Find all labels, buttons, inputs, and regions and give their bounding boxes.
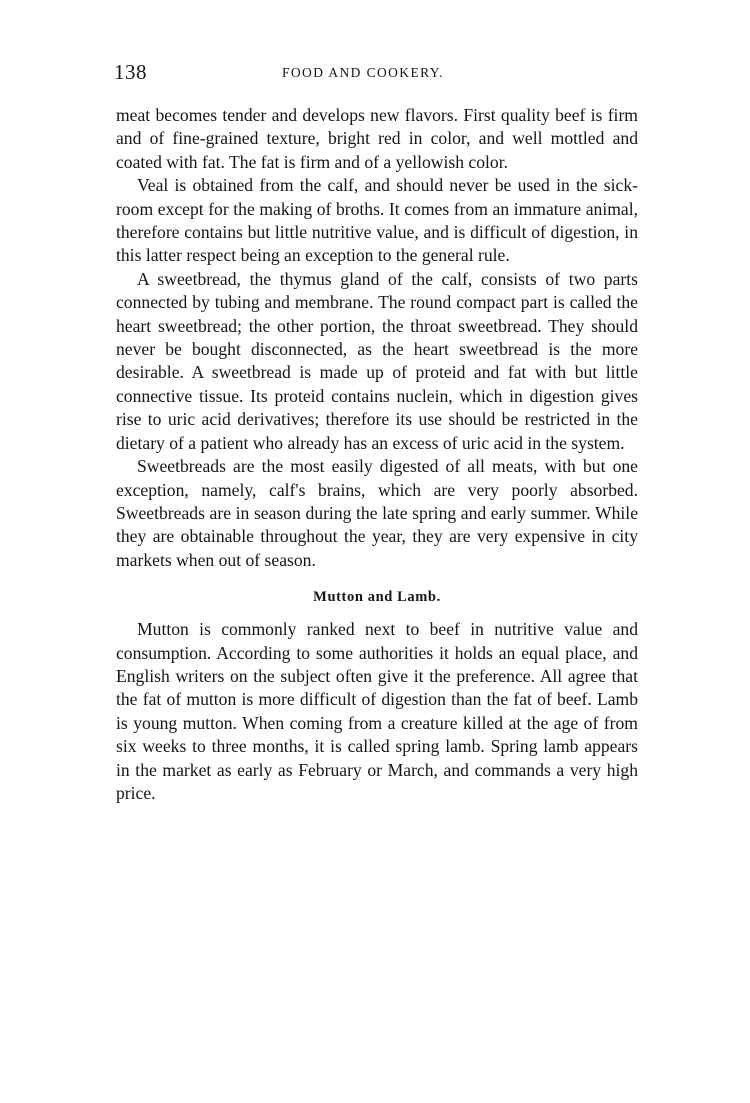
body-text xyxy=(116,104,638,805)
section-heading: Mutton and Lamb. xyxy=(313,589,441,606)
paragraph-veal: Veal is obtained from the calf, and should never be used in the sick-room except for the making of broths. It comes from an immature animal, therefore contains but little nutritive value, and is difficult of digestion, in this latter respect being an exception to the general rule. xyxy=(116,175,638,266)
running-head: FOOD AND COOKERY. xyxy=(282,65,444,80)
paragraph-sweetbread: A sweetbread, the thymus gland of the calf, consists of two parts connected by tubing and membrane. The round compact part is called the heart sweetbread; the other portion, the throat sweetbread. They should never be bought disconnected, as the heart sweetbread is the more desirable. A sweetbread is made up of proteid and fat with but little connective tissue. Its proteid contains nuclein, which in digestion gives rise to uric acid derivatives; therefore its use should be restricted in the dietary of a patient who already has an excess of uric acid in the system. xyxy=(116,268,638,453)
page-header xyxy=(114,60,638,86)
page-number: 138 xyxy=(114,60,147,84)
paragraph-continued: meat becomes tender and develops new flavors. First quality beef is firm and of fine-grained texture, bright red in color, and well mottled and coated with fat. The fat is firm and of a yellowish color. xyxy=(116,105,638,172)
paragraph-mutton: Mutton is commonly ranked next to beef in nutritive value and consumption. According to some authorities it holds an equal place, and English writers on the subject often give it the preference. All agree that the fat of mutton is more difficult of digestion than the fat of beef. Lamb is young mutton. When coming from a creature killed at the age of from six weeks to three months, it is called spring lamb. Spring lamb appears in the market as early as February or March, and commands a very high price. xyxy=(116,619,638,803)
paragraph-sweetbread-season: Sweetbreads are the most easily digested of all meats, with but one exception, namely, calf's brains, which are very poorly absorbed. Sweetbreads are in season during the late spring and early summer. While they are obtainable throughout the year, they are very expensive in city markets when out of season. xyxy=(116,456,638,570)
